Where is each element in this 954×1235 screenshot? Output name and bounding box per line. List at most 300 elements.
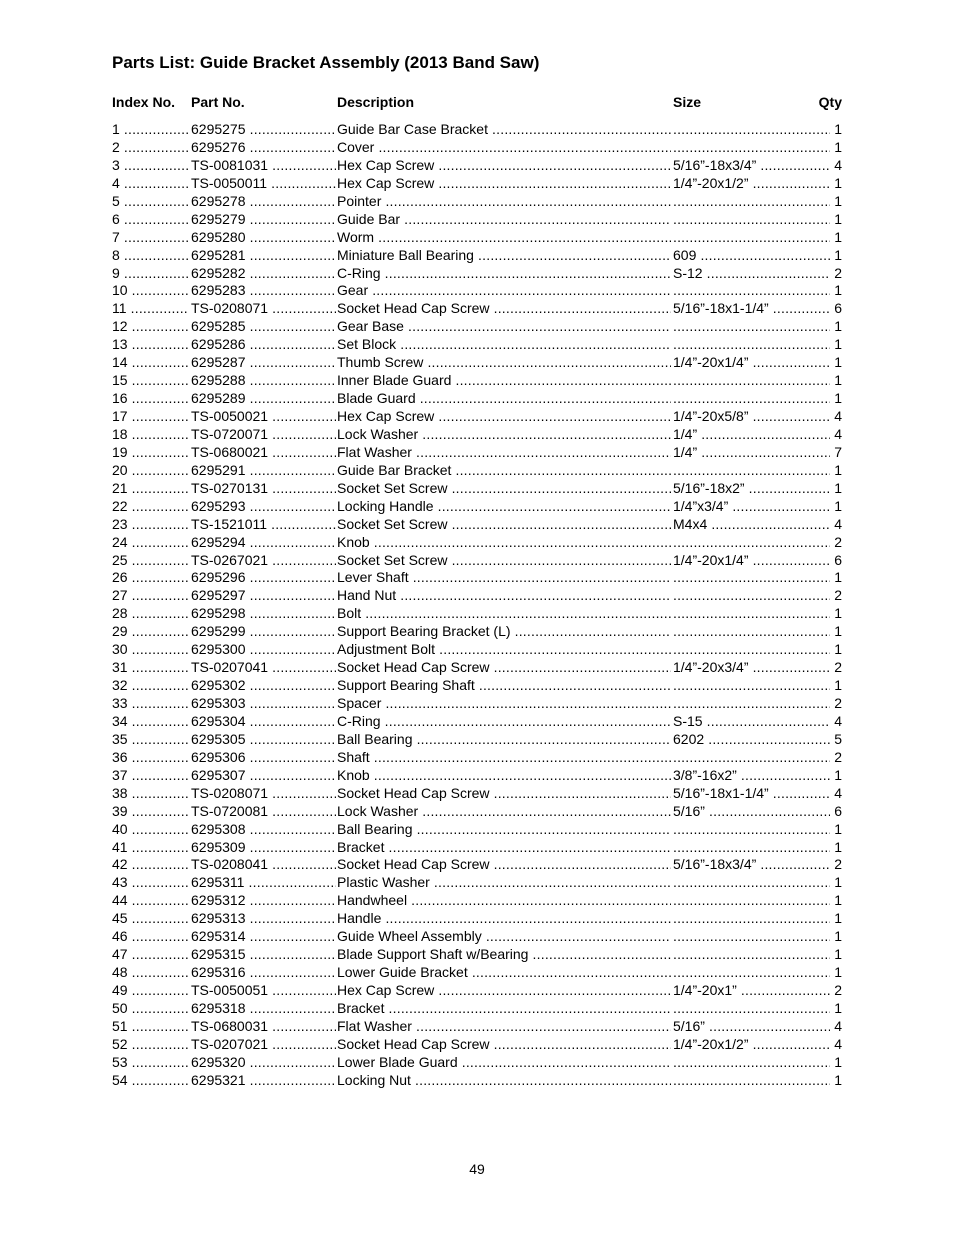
part-number: 6295314 ..... <box>191 928 336 946</box>
part-number: 6295311 ..... <box>191 874 336 892</box>
part-number: TS-0720081 ..... <box>191 803 336 821</box>
part-number: TS-0081031 ..... <box>191 157 336 175</box>
part-qty: 1 <box>830 193 842 211</box>
part-description: Bracket ..... <box>337 1000 671 1018</box>
part-number: 6295294 ..... <box>191 534 336 552</box>
part-index: 9 ..... <box>112 265 189 283</box>
part-size: 5/16” ..... <box>673 803 832 821</box>
part-qty: 7 <box>830 444 842 462</box>
table-row <box>112 1018 842 1036</box>
part-description: Adjustment Bolt ..... <box>337 641 671 659</box>
part-index: 52 ..... <box>112 1036 189 1054</box>
header-description: Description <box>337 94 415 110</box>
part-index: 23 ..... <box>112 516 189 534</box>
part-description: Bracket ..... <box>337 839 671 857</box>
part-description: Flat Washer ..... <box>337 444 671 462</box>
part-number: TS-0050051 ..... <box>191 982 336 1000</box>
part-index: 18 ..... <box>112 426 189 444</box>
part-index: 20 ..... <box>112 462 189 480</box>
part-number: 6295288 ..... <box>191 372 336 390</box>
part-index: 41 ..... <box>112 839 189 857</box>
part-number: 6295305 ..... <box>191 731 336 749</box>
part-number: 6295278 ..... <box>191 193 336 211</box>
part-qty: 1 <box>830 336 842 354</box>
part-description: Knob ..... <box>337 534 671 552</box>
part-description: Hex Cap Screw ..... <box>337 408 671 426</box>
part-size <box>673 892 832 910</box>
part-description: Socket Head Cap Screw ..... <box>337 1036 671 1054</box>
part-description: Hex Cap Screw ..... <box>337 982 671 1000</box>
table-row <box>112 569 842 587</box>
part-description: Inner Blade Guard ..... <box>337 372 671 390</box>
part-index: 6 ..... <box>112 211 189 229</box>
part-number: 6295308 ..... <box>191 821 336 839</box>
part-description: Socket Head Cap Screw ..... <box>337 300 671 318</box>
part-index: 51 ..... <box>112 1018 189 1036</box>
part-index: 10 ..... <box>112 282 189 300</box>
table-header <box>112 94 842 112</box>
part-size: 609 ..... <box>673 247 832 265</box>
part-size <box>673 623 832 641</box>
part-index: 44 ..... <box>112 892 189 910</box>
part-index: 21 ..... <box>112 480 189 498</box>
part-index: 47 ..... <box>112 946 189 964</box>
table-row <box>112 444 842 462</box>
part-size: 1/4”-20x1/2” ..... <box>673 175 832 193</box>
part-index: 11 ..... <box>112 300 189 318</box>
part-qty: 1 <box>830 211 842 229</box>
part-size <box>673 964 832 982</box>
part-number: 6295282 ..... <box>191 265 336 283</box>
part-number: TS-0208071 ..... <box>191 785 336 803</box>
part-number: 6295289 ..... <box>191 390 336 408</box>
part-description: Support Bearing Bracket (L) ..... <box>337 623 671 641</box>
part-number: 6295300 ..... <box>191 641 336 659</box>
part-number: TS-0207021 ..... <box>191 1036 336 1054</box>
part-size: 1/4” ..... <box>673 444 832 462</box>
part-size <box>673 229 832 247</box>
part-description: Socket Set Screw ..... <box>337 480 671 498</box>
part-qty: 1 <box>830 623 842 641</box>
part-index: 1 ..... <box>112 121 189 139</box>
header-size: Size <box>673 94 702 110</box>
part-description: Ball Bearing ..... <box>337 731 671 749</box>
part-qty: 4 <box>830 408 842 426</box>
part-qty: 4 <box>830 157 842 175</box>
part-size: 1/4”-20x1/4” ..... <box>673 552 832 570</box>
part-qty: 1 <box>830 569 842 587</box>
part-index: 5 ..... <box>112 193 189 211</box>
header-part-no: Part No. <box>191 94 245 110</box>
part-number: TS-1521011 ..... <box>191 516 336 534</box>
table-row <box>112 1000 842 1018</box>
page-number: 49 <box>469 1161 485 1177</box>
part-description: Handwheel ..... <box>337 892 671 910</box>
part-index: 8 ..... <box>112 247 189 265</box>
part-description: Gear ..... <box>337 282 671 300</box>
part-size: 1/4”-20x5/8” ..... <box>673 408 832 426</box>
part-size: 6202 ..... <box>673 731 832 749</box>
part-size <box>673 193 832 211</box>
part-index: 33 ..... <box>112 695 189 713</box>
part-description: Bolt ..... <box>337 605 671 623</box>
part-number: 6295280 ..... <box>191 229 336 247</box>
part-number: 6295315 ..... <box>191 946 336 964</box>
part-number: 6295306 ..... <box>191 749 336 767</box>
part-index: 19 ..... <box>112 444 189 462</box>
table-row <box>112 749 842 767</box>
table-row <box>112 982 842 1000</box>
part-description: Shaft ..... <box>337 749 671 767</box>
part-qty: 2 <box>830 982 842 1000</box>
part-description: Locking Nut ..... <box>337 1072 671 1090</box>
table-row <box>112 677 842 695</box>
part-index: 35 ..... <box>112 731 189 749</box>
table-row <box>112 462 842 480</box>
part-size: 1/4”x3/4” ..... <box>673 498 832 516</box>
part-size <box>673 874 832 892</box>
part-index: 26 ..... <box>112 569 189 587</box>
table-row <box>112 211 842 229</box>
part-index: 32 ..... <box>112 677 189 695</box>
part-qty: 4 <box>830 785 842 803</box>
part-index: 25 ..... <box>112 552 189 570</box>
part-description: Guide Bar Case Bracket ..... <box>337 121 671 139</box>
part-index: 50 ..... <box>112 1000 189 1018</box>
part-size <box>673 336 832 354</box>
table-row <box>112 1054 842 1072</box>
table-row <box>112 767 842 785</box>
part-size: M4x4 ..... <box>673 516 832 534</box>
part-number: TS-0208071 ..... <box>191 300 336 318</box>
part-index: 7 ..... <box>112 229 189 247</box>
table-row <box>112 139 842 157</box>
part-qty: 1 <box>830 1072 842 1090</box>
table-row <box>112 928 842 946</box>
part-number: 6295275 ..... <box>191 121 336 139</box>
part-index: 3 ..... <box>112 157 189 175</box>
part-index: 30 ..... <box>112 641 189 659</box>
part-description: Lock Washer ..... <box>337 426 671 444</box>
part-size <box>673 946 832 964</box>
part-size: 1/4”-20x1/2” ..... <box>673 1036 832 1054</box>
part-index: 22 ..... <box>112 498 189 516</box>
part-number: 6295304 ..... <box>191 713 336 731</box>
part-size: 5/16”-18x1-1/4” ..... <box>673 300 832 318</box>
table-row <box>112 282 842 300</box>
part-size <box>673 462 832 480</box>
part-description: Handle ..... <box>337 910 671 928</box>
part-description: Socket Set Screw ..... <box>337 516 671 534</box>
part-qty: 1 <box>830 229 842 247</box>
table-row <box>112 623 842 641</box>
part-index: 46 ..... <box>112 928 189 946</box>
part-qty: 1 <box>830 247 842 265</box>
part-qty: 2 <box>830 534 842 552</box>
part-qty: 4 <box>830 1018 842 1036</box>
table-row <box>112 193 842 211</box>
part-size <box>673 839 832 857</box>
part-description: Ball Bearing ..... <box>337 821 671 839</box>
part-qty: 5 <box>830 731 842 749</box>
part-size <box>673 211 832 229</box>
table-row <box>112 354 842 372</box>
table-row <box>112 641 842 659</box>
part-number: 6295285 ..... <box>191 318 336 336</box>
part-size <box>673 605 832 623</box>
part-number: TS-0207041 ..... <box>191 659 336 677</box>
header-qty: Qty <box>818 94 842 110</box>
part-size: 5/16”-18x3/4” ..... <box>673 157 832 175</box>
part-number: TS-0267021 ..... <box>191 552 336 570</box>
table-row <box>112 300 842 318</box>
part-number: TS-0680031 ..... <box>191 1018 336 1036</box>
part-number: 6295303 ..... <box>191 695 336 713</box>
part-number: 6295298 ..... <box>191 605 336 623</box>
table-row <box>112 785 842 803</box>
part-qty: 4 <box>830 516 842 534</box>
part-number: 6295299 ..... <box>191 623 336 641</box>
table-row <box>112 587 842 605</box>
part-number: 6295293 ..... <box>191 498 336 516</box>
part-number: 6295309 ..... <box>191 839 336 857</box>
part-qty: 6 <box>830 803 842 821</box>
part-index: 13 ..... <box>112 336 189 354</box>
part-number: TS-0270131 ..... <box>191 480 336 498</box>
part-size <box>673 390 832 408</box>
part-size: S-12 ..... <box>673 265 832 283</box>
table-row <box>112 713 842 731</box>
part-index: 16 ..... <box>112 390 189 408</box>
table-row <box>112 803 842 821</box>
part-index: 54 ..... <box>112 1072 189 1090</box>
table-row <box>112 874 842 892</box>
part-qty: 4 <box>830 426 842 444</box>
part-size <box>673 641 832 659</box>
part-index: 39 ..... <box>112 803 189 821</box>
part-qty: 1 <box>830 605 842 623</box>
part-number: 6295283 ..... <box>191 282 336 300</box>
part-qty: 2 <box>830 587 842 605</box>
part-qty: 1 <box>830 318 842 336</box>
part-size <box>673 282 832 300</box>
part-number: TS-0208041 ..... <box>191 856 336 874</box>
part-description: C-Ring ..... <box>337 265 671 283</box>
part-qty: 1 <box>830 390 842 408</box>
table-row <box>112 498 842 516</box>
part-description: Guide Bar ..... <box>337 211 671 229</box>
part-index: 2 ..... <box>112 139 189 157</box>
part-number: TS-0720071 ..... <box>191 426 336 444</box>
part-size: 1/4”-20x3/4” ..... <box>673 659 832 677</box>
part-number: TS-0680021 ..... <box>191 444 336 462</box>
part-size: 3/8”-16x2” ..... <box>673 767 832 785</box>
table-row <box>112 372 842 390</box>
part-description: Flat Washer ..... <box>337 1018 671 1036</box>
part-number: TS-0050021 ..... <box>191 408 336 426</box>
table-row <box>112 605 842 623</box>
table-row <box>112 731 842 749</box>
table-row <box>112 1036 842 1054</box>
table-row <box>112 659 842 677</box>
part-qty: 1 <box>830 892 842 910</box>
part-qty: 1 <box>830 1000 842 1018</box>
part-qty: 2 <box>830 265 842 283</box>
part-qty: 6 <box>830 300 842 318</box>
table-row <box>112 480 842 498</box>
part-index: 40 ..... <box>112 821 189 839</box>
part-qty: 1 <box>830 821 842 839</box>
part-index: 24 ..... <box>112 534 189 552</box>
part-size <box>673 587 832 605</box>
part-size <box>673 121 832 139</box>
part-index: 29 ..... <box>112 623 189 641</box>
part-qty: 2 <box>830 856 842 874</box>
part-description: Lock Washer ..... <box>337 803 671 821</box>
part-qty: 4 <box>830 713 842 731</box>
part-size <box>673 695 832 713</box>
part-index: 43 ..... <box>112 874 189 892</box>
part-description: Hand Nut ..... <box>337 587 671 605</box>
part-index: 15 ..... <box>112 372 189 390</box>
part-size: 5/16”-18x3/4” ..... <box>673 856 832 874</box>
part-description: Knob ..... <box>337 767 671 785</box>
table-row <box>112 175 842 193</box>
part-index: 42 ..... <box>112 856 189 874</box>
page-title: Parts List: Guide Bracket Assembly (2013 Band Saw) <box>112 53 540 72</box>
part-qty: 1 <box>830 282 842 300</box>
part-number: 6295320 ..... <box>191 1054 336 1072</box>
part-index: 38 ..... <box>112 785 189 803</box>
part-qty: 1 <box>830 372 842 390</box>
part-size <box>673 749 832 767</box>
table-row <box>112 892 842 910</box>
part-size <box>673 1054 832 1072</box>
part-description: Guide Bar Bracket ..... <box>337 462 671 480</box>
part-size <box>673 372 832 390</box>
part-description: Cover ..... <box>337 139 671 157</box>
part-size <box>673 1000 832 1018</box>
part-description: Socket Set Screw ..... <box>337 552 671 570</box>
part-description: Set Block ..... <box>337 336 671 354</box>
table-row <box>112 390 842 408</box>
part-number: 6295287 ..... <box>191 354 336 372</box>
part-description: Locking Handle ..... <box>337 498 671 516</box>
table-row <box>112 318 842 336</box>
part-size: 5/16” ..... <box>673 1018 832 1036</box>
part-description: Spacer ..... <box>337 695 671 713</box>
part-description: Lever Shaft ..... <box>337 569 671 587</box>
part-index: 53 ..... <box>112 1054 189 1072</box>
part-index: 31 ..... <box>112 659 189 677</box>
table-row <box>112 821 842 839</box>
part-description: Pointer ..... <box>337 193 671 211</box>
part-number: 6295318 ..... <box>191 1000 336 1018</box>
table-row <box>112 336 842 354</box>
part-index: 49 ..... <box>112 982 189 1000</box>
part-description: Hex Cap Screw ..... <box>337 175 671 193</box>
part-number: 6295313 ..... <box>191 910 336 928</box>
part-qty: 1 <box>830 354 842 372</box>
table-row <box>112 552 842 570</box>
part-index: 37 ..... <box>112 767 189 785</box>
part-description: Plastic Washer ..... <box>337 874 671 892</box>
table-row <box>112 534 842 552</box>
part-number: 6295279 ..... <box>191 211 336 229</box>
part-size <box>673 910 832 928</box>
part-index: 48 ..... <box>112 964 189 982</box>
part-number: 6295316 ..... <box>191 964 336 982</box>
part-qty: 2 <box>830 749 842 767</box>
part-index: 14 ..... <box>112 354 189 372</box>
part-number: 6295321 ..... <box>191 1072 336 1090</box>
table-row <box>112 426 842 444</box>
part-qty: 1 <box>830 677 842 695</box>
part-index: 28 ..... <box>112 605 189 623</box>
part-size <box>673 139 832 157</box>
part-qty: 1 <box>830 767 842 785</box>
part-description: Hex Cap Screw ..... <box>337 157 671 175</box>
part-size <box>673 821 832 839</box>
table-row <box>112 946 842 964</box>
part-qty: 2 <box>830 695 842 713</box>
part-size <box>673 677 832 695</box>
part-qty: 2 <box>830 659 842 677</box>
part-size: 1/4”-20x1” ..... <box>673 982 832 1000</box>
part-qty: 1 <box>830 641 842 659</box>
part-size: 1/4”-20x1/4” ..... <box>673 354 832 372</box>
part-description: Worm ..... <box>337 229 671 247</box>
table-row <box>112 1072 842 1090</box>
part-description: C-Ring ..... <box>337 713 671 731</box>
part-qty: 6 <box>830 552 842 570</box>
part-index: 12 ..... <box>112 318 189 336</box>
part-size <box>673 534 832 552</box>
part-number: 6295312 ..... <box>191 892 336 910</box>
table-row <box>112 839 842 857</box>
part-description: Support Bearing Shaft ..... <box>337 677 671 695</box>
part-qty: 1 <box>830 175 842 193</box>
part-size <box>673 318 832 336</box>
part-qty: 1 <box>830 910 842 928</box>
part-index: 27 ..... <box>112 587 189 605</box>
part-qty: 1 <box>830 498 842 516</box>
part-description: Lower Guide Bracket ..... <box>337 964 671 982</box>
part-description: Lower Blade Guard ..... <box>337 1054 671 1072</box>
part-number: 6295296 ..... <box>191 569 336 587</box>
part-qty: 1 <box>830 946 842 964</box>
part-qty: 1 <box>830 462 842 480</box>
part-description: Thumb Screw ..... <box>337 354 671 372</box>
part-size: 1/4” ..... <box>673 426 832 444</box>
part-number: 6295276 ..... <box>191 139 336 157</box>
table-row <box>112 121 842 139</box>
part-index: 4 ..... <box>112 175 189 193</box>
table-row <box>112 265 842 283</box>
part-qty: 1 <box>830 480 842 498</box>
part-description: Socket Head Cap Screw ..... <box>337 659 671 677</box>
part-number: 6295291 ..... <box>191 462 336 480</box>
table-row <box>112 856 842 874</box>
part-size: 5/16”-18x1-1/4” ..... <box>673 785 832 803</box>
part-number: 6295286 ..... <box>191 336 336 354</box>
part-qty: 1 <box>830 964 842 982</box>
table-row <box>112 964 842 982</box>
part-qty: 1 <box>830 928 842 946</box>
part-index: 45 ..... <box>112 910 189 928</box>
part-size: S-15 ..... <box>673 713 832 731</box>
table-row <box>112 910 842 928</box>
